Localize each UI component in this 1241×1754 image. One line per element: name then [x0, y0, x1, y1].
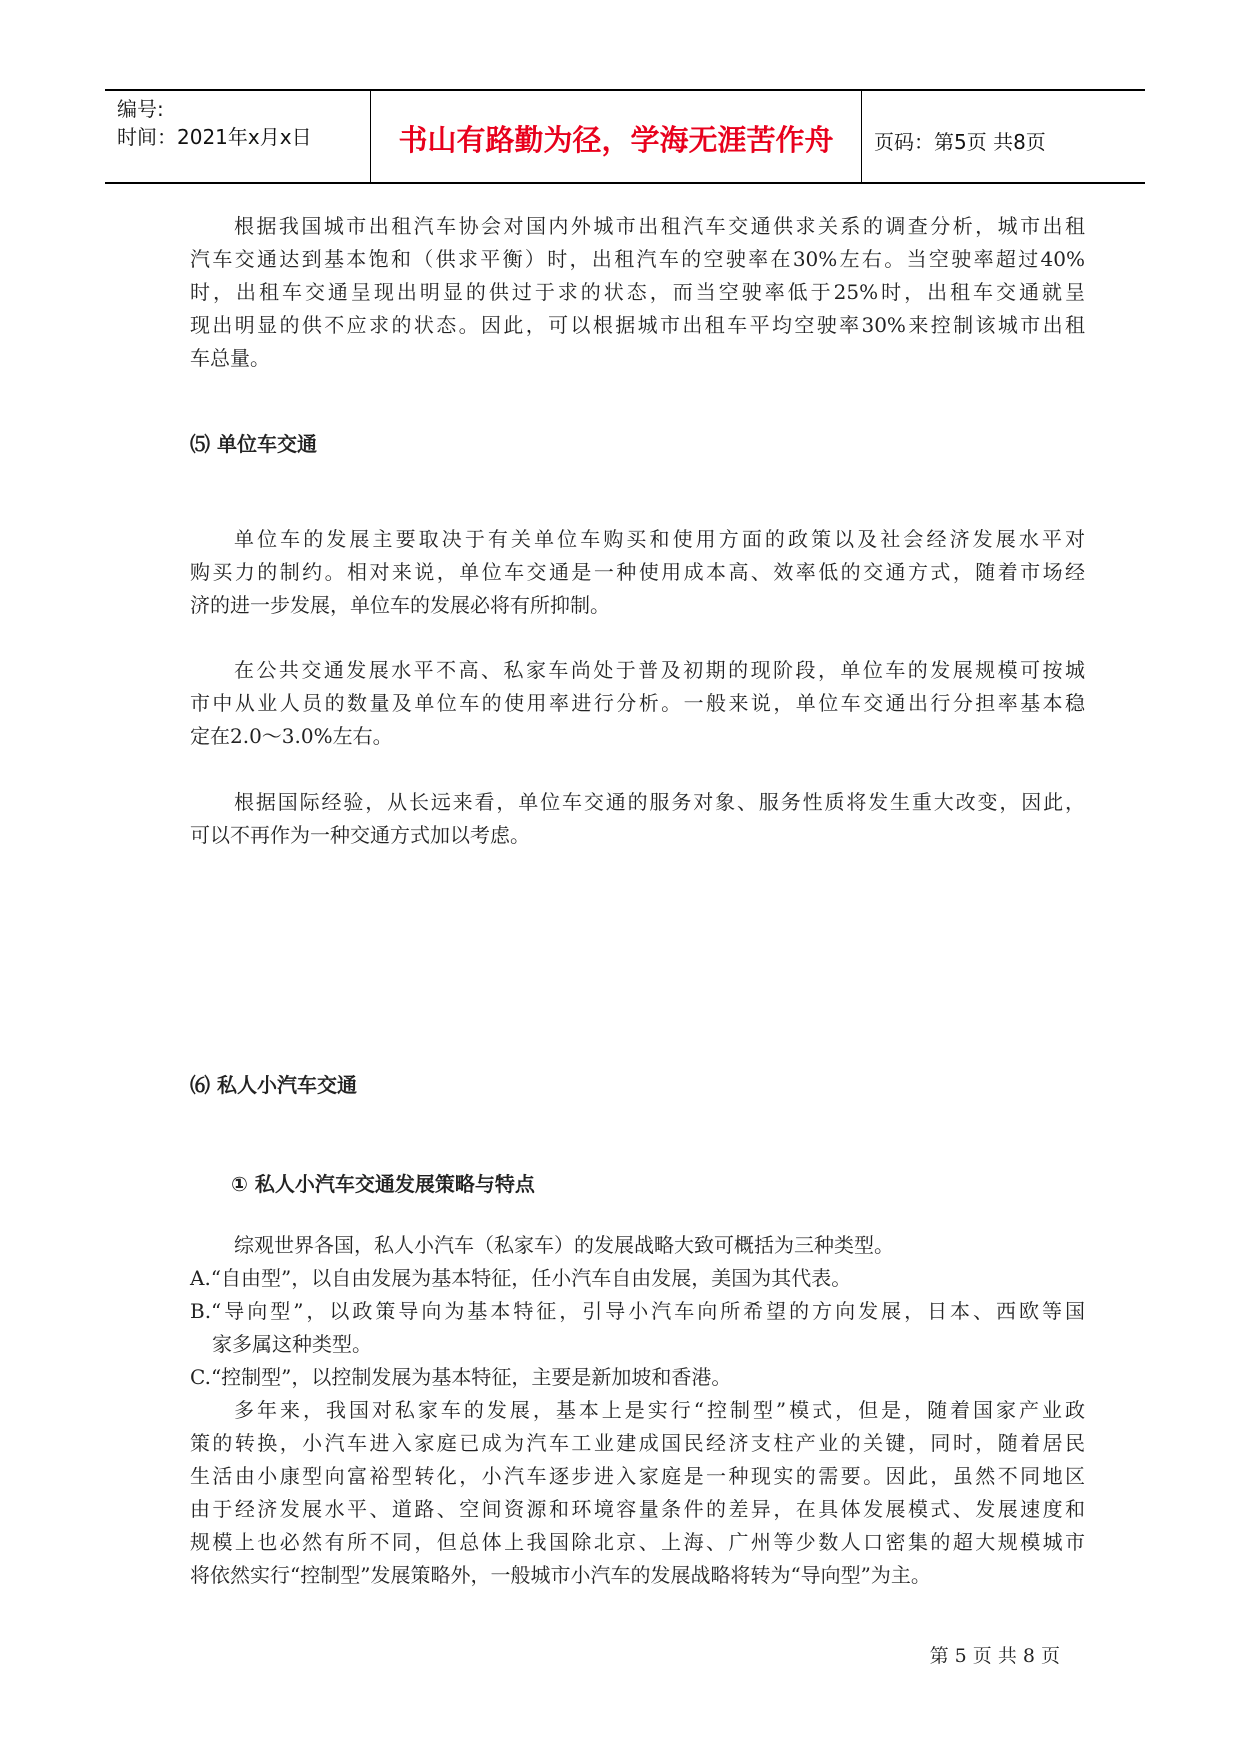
paragraph-line: 规模上也必然有所不同，但总体上我国除北京、上海、广州等少数人口密集的超大规模城市 — [190, 1530, 1085, 1554]
paragraph-line: 时，出租车交通呈现出明显的供过于求的状态，而当空驶率低于25%时，出租车交通就呈 — [190, 280, 1085, 304]
type-a: A.“自由型”，以自由发展为基本特征，任小汽车自由发展，美国为其代表。 — [190, 1266, 852, 1290]
paragraph-line: 汽车交通达到基本饱和（供求平衡）时，出租汽车的空驶率在30%左右。当空驶率超过40% — [190, 247, 1085, 271]
document-number-label: 编号: — [117, 97, 164, 121]
header-top-rule — [105, 89, 1145, 91]
paragraph-unit-car-1 — [190, 523, 1085, 622]
paragraph-line: 市中从业人员的数量及单位车的使用率进行分析。一般来说，单位车交通出行分担率基本稳 — [190, 691, 1085, 715]
paragraph-line: 购买力的制约。相对来说，单位车交通是一种使用成本高、效率低的交通方式，随着市场经 — [190, 560, 1085, 584]
paragraph-unit-car-2 — [190, 654, 1085, 753]
paragraph-line: 根据国际经验，从长远来看，单位车交通的服务对象、服务性质将发生重大改变，因此， — [234, 790, 1085, 814]
subheading-1: ① 私人小汽车交通发展策略与特点 — [231, 1172, 535, 1196]
type-c: C.“控制型”，以控制发展为基本特征，主要是新加坡和香港。 — [190, 1365, 732, 1389]
page-footer: 第 5 页 共 8 页 — [929, 1645, 1060, 1667]
type-b: B.“导向型”，以政策导向为基本特征，引导小汽车向所希望的方向发展，日本、西欧等国 — [190, 1299, 1085, 1323]
paragraph-line: 单位车的发展主要取决于有关单位车购买和使用方面的政策以及社会经济发展水平对 — [234, 527, 1085, 551]
paragraph-line: 车总量。 — [190, 346, 270, 370]
paragraph-unit-car-3 — [190, 786, 1085, 852]
type-b-continued: 家多属这种类型。 — [212, 1332, 372, 1356]
private-intro: 综观世界各国，私人小汽车（私家车）的发展战略大致可概括为三种类型。 — [234, 1233, 894, 1257]
paragraph-line: 多年来，我国对私家车的发展，基本上是实行“控制型”模式，但是，随着国家产业政 — [234, 1398, 1085, 1422]
paragraph-line: 将依然实行“控制型”发展策略外，一般城市小汽车的发展战略将转为“导向型”为主。 — [190, 1563, 931, 1587]
document-date: 时间：2021年x月x日 — [117, 125, 312, 149]
header-divider — [861, 90, 862, 183]
paragraph-line: 策的转换，小汽车进入家庭已成为汽车工业建成国民经济支柱产业的关键，同时，随着居民 — [190, 1431, 1085, 1455]
section-heading-5: ⑸ 单位车交通 — [190, 432, 317, 456]
section-heading-6: ⑹ 私人小汽车交通 — [190, 1073, 357, 1097]
paragraph-line: 在公共交通发展水平不高、私家车尚处于普及初期的现阶段，单位车的发展规模可按城 — [234, 658, 1085, 682]
page-indicator: 页码：第5页 共8页 — [874, 130, 1046, 154]
paragraph-line: 根据我国城市出租汽车协会对国内外城市出租汽车交通供求关系的调查分析，城市出租 — [234, 214, 1085, 238]
paragraph-line: 现出明显的供不应求的状态。因此，可以根据城市出租车平均空驶率30%来控制该城市出租 — [190, 313, 1085, 337]
paragraph-taxi — [190, 210, 1085, 375]
private-car-types — [190, 1229, 1085, 1394]
paragraph-line: 济的进一步发展，单位车的发展必将有所抑制。 — [190, 593, 610, 617]
paragraph-line: 可以不再作为一种交通方式加以考虑。 — [190, 823, 530, 847]
header-motto: 书山有路勤为径，学海无涯苦作舟 — [398, 123, 834, 157]
paragraph-line: 生活由小康型向富裕型转化，小汽车逐步进入家庭是一种现实的需要。因此，虽然不同地区 — [190, 1464, 1085, 1488]
paragraph-line: 由于经济发展水平、道路、空间资源和环境容量条件的差异，在具体发展模式、发展速度和 — [190, 1497, 1085, 1521]
header-bottom-rule — [105, 182, 1145, 184]
paragraph-private-car — [190, 1394, 1085, 1592]
paragraph-line: 定在2.0～3.0%左右。 — [190, 724, 393, 748]
